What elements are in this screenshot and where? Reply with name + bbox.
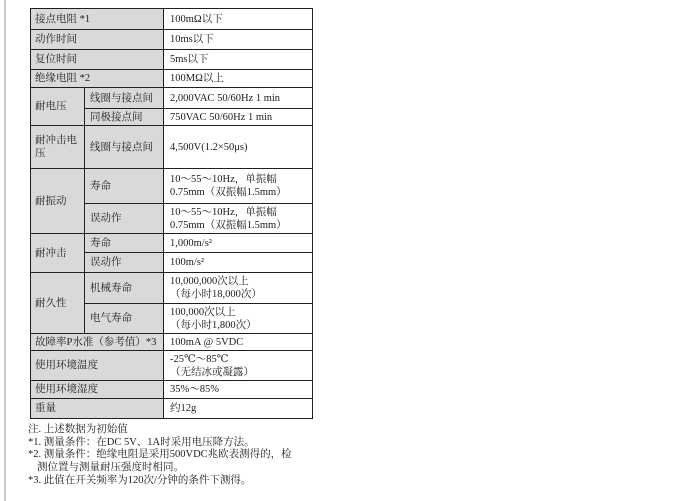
spec-value: 5ms以下 — [164, 50, 313, 70]
spec-value-line: 10～55～10Hz，单振幅 — [170, 174, 277, 185]
note-marker: *3. — [28, 474, 42, 486]
spec-value: 35%～85% — [164, 381, 313, 399]
spec-group-label: 耐电压 — [31, 88, 85, 126]
spec-label: 动作时间 — [31, 30, 164, 50]
spec-value: 2,000VAC 50/60Hz 1 min — [164, 88, 313, 109]
note-text: 测量条件：在DC 5V、1A时采用电压降方法。 — [43, 436, 255, 448]
spec-sublabel: 寿命 — [85, 234, 164, 253]
spec-row — [31, 9, 313, 30]
spec-value-line: （每小时1,800次） — [170, 319, 257, 331]
spec-value: 750VAC 50/60Hz 1 min — [164, 109, 313, 126]
note-line — [28, 437, 302, 450]
spec-value: 10ms以下 — [164, 30, 313, 50]
spec-group-label: 耐冲击 — [31, 234, 85, 273]
spec-value-line: （每小时18,000次） — [170, 289, 262, 300]
spec-sublabel: 线圈与接点间 — [85, 88, 164, 109]
note-marker: *2. — [28, 449, 42, 461]
spec-group-label: 耐冲击电压 — [31, 126, 85, 169]
spec-row — [31, 351, 313, 381]
spec-value-line: 0.75mm（双振幅1.5mm） — [170, 187, 287, 198]
spec-sublabel: 误动作 — [85, 204, 164, 234]
spec-label: 使用环境湿度 — [31, 381, 164, 399]
spec-value: 约12g — [164, 399, 313, 419]
spec-sublabel: 线圈与接点间 — [85, 126, 164, 169]
spec-label: 重量 — [31, 399, 164, 419]
spec-value: 100mA @ 5VDC — [164, 334, 313, 351]
spec-sublabel: 误动作 — [85, 253, 164, 273]
spec-sublabel: 寿命 — [85, 169, 164, 204]
note-line — [28, 475, 302, 488]
spec-sublabel: 电气寿命 — [85, 304, 164, 334]
spec-table — [30, 8, 313, 419]
spec-value-line: 10,000,000次以上 — [170, 276, 249, 287]
note-heading — [28, 424, 302, 437]
spec-value — [164, 304, 313, 334]
spec-row — [31, 126, 313, 169]
spec-label: 使用环境温度 — [31, 351, 164, 381]
spec-row — [31, 50, 313, 70]
spec-value: 100MΩ以上 — [164, 70, 313, 88]
spec-group-label: 耐振动 — [31, 169, 85, 234]
spec-sublabel: 机械寿命 — [85, 273, 164, 304]
spec-value-line: 0.75mm（双振幅1.5mm） — [170, 219, 287, 231]
page-left-border — [4, 0, 6, 501]
spec-label: 绝缘电阻 *2 — [31, 70, 164, 88]
spec-row — [31, 30, 313, 50]
note-marker: *1. — [28, 436, 42, 448]
spec-value-line: 10～55～10Hz，单振幅 — [170, 206, 277, 218]
spec-row — [31, 381, 313, 399]
spec-row — [31, 334, 313, 351]
note-text: 此值在开关频率为120次/分钟的条件下测得。 — [43, 474, 252, 486]
spec-group-label: 耐久性 — [31, 273, 85, 334]
spec-row — [31, 70, 313, 88]
spec-value — [164, 169, 313, 204]
note-marker: 注. — [28, 424, 42, 435]
spec-value-line: -25℃～85℃ — [170, 353, 229, 365]
spec-value: 4,500V(1.2×50μs) — [164, 126, 313, 169]
spec-label: 复位时间 — [31, 50, 164, 70]
spec-row — [31, 169, 313, 204]
spec-value-line: （无结冰或凝露） — [170, 366, 254, 378]
spec-value — [164, 351, 313, 381]
spec-value: 100mΩ以下 — [164, 9, 313, 30]
spec-row — [31, 399, 313, 419]
note-text: 测量条件：绝缘电阻是采用500VDC兆欧表测得的，检测位置与测量耐压强度时相同。 — [37, 449, 292, 474]
spec-value: 100m/s² — [164, 253, 313, 273]
footnotes — [28, 424, 302, 488]
spec-value — [164, 273, 313, 304]
spec-value — [164, 204, 313, 234]
spec-label: 故障率P水准（参考值）*3 — [31, 334, 164, 351]
spec-value-line: 100,000次以上 — [170, 306, 236, 318]
spec-row — [31, 234, 313, 253]
note-line — [28, 449, 302, 474]
spec-row — [31, 88, 313, 109]
spec-label: 接点电阻 *1 — [31, 9, 164, 30]
note-text: 上述数据为初始值 — [43, 424, 128, 435]
spec-sublabel: 同极接点间 — [85, 109, 164, 126]
spec-row — [31, 273, 313, 304]
spec-value: 1,000m/s² — [164, 234, 313, 253]
